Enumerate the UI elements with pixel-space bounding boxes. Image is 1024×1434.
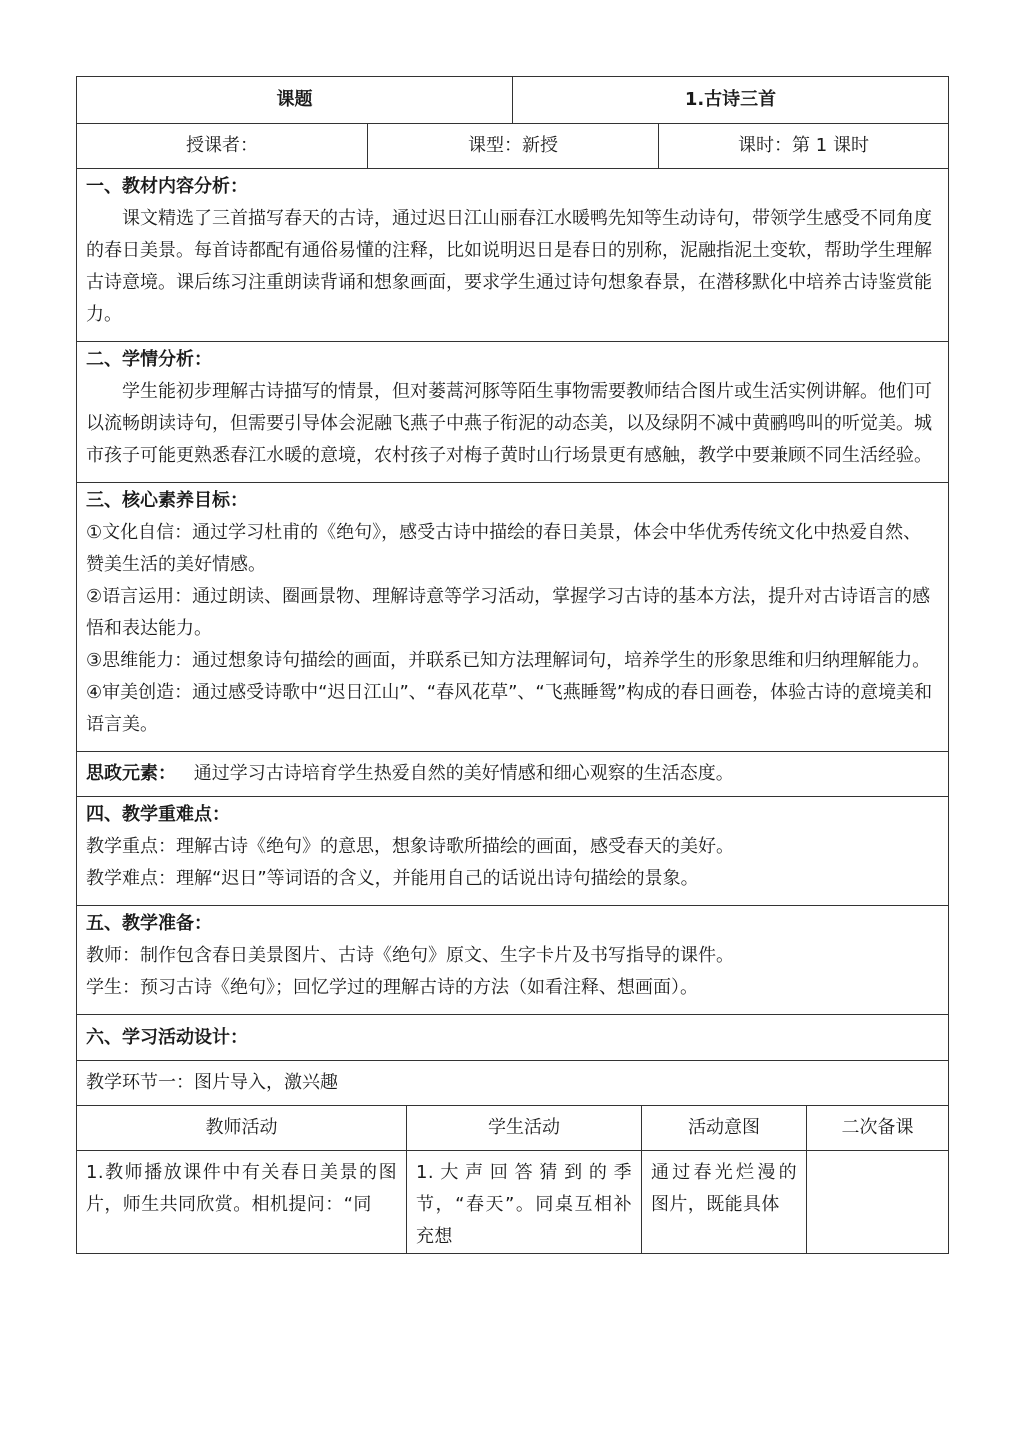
section-title: 二、学情分析： (86, 349, 212, 370)
subject-label: 课题 (77, 77, 513, 124)
section-material-analysis (77, 169, 949, 342)
header-activity-intent: 活动意图 (642, 1105, 807, 1150)
section-title: 四、教学重难点： (86, 804, 230, 825)
subject-value: 1.古诗三首 (513, 77, 949, 124)
sizheng-text: 通过学习古诗培育学生热爱自然的美好情感和细心观察的生活态度。 (193, 763, 734, 784)
section-text: 学生能初步理解古诗描写的情景，但对蒌蒿河豚等陌生事物需要教师结合图片或生活实例讲解。他们可以流畅朗读诗句，但需要引导体会泥融飞燕子中燕子衔泥的动态美，以及绿阴不减中黄鹂鸣叫的听觉美。城市孩子可能更熟悉春江水暖的意境，农村孩子对梅子黄时山行场景更有感触，教学中要兼顾不同生活经验。 (86, 381, 932, 466)
section-preparation (77, 906, 949, 1015)
section-key-points (77, 797, 949, 906)
lesson-type-cell: 课型：新授 (368, 124, 659, 169)
section-activity-design-title: 六、学习活动设计： (77, 1015, 949, 1061)
header-student-activity: 学生活动 (407, 1105, 642, 1150)
student-prep-text: 学生：预习古诗《绝句》；回忆学过的理解古诗的方法（如看注释、想画面）。 (86, 977, 698, 998)
table-cell-student: 1.大声回答猜到的季节，“春天”。同桌互相补充想 (407, 1150, 642, 1253)
period-cell: 课时：第 1 课时 (659, 124, 949, 169)
goal-item: ①文化自信：通过学习杜甫的《绝句》，感受古诗中描绘的春日美景，体会中华优秀传统文化中热爱自然、赞美生活的美好情感。 (86, 522, 922, 575)
section-core-goals (77, 483, 949, 752)
section-title: 三、核心素养目标： (86, 490, 248, 511)
section-title: 一、教材内容分析： (86, 176, 248, 197)
table-cell-teacher: 1.教师播放课件中有关春日美景的图片，师生共同欣赏。相机提问：“同 (77, 1150, 407, 1253)
lesson-plan-document (76, 76, 948, 1254)
section-title: 五、教学准备： (86, 913, 212, 934)
goal-item: ③思维能力：通过想象诗句描绘的画面，并联系已知方法理解词句，培养学生的形象思维和归纳理解能力。 (86, 650, 931, 671)
teacher-cell: 授课者： (77, 124, 368, 169)
header-teacher-activity: 教师活动 (77, 1105, 407, 1150)
table-cell-second-prep (807, 1150, 949, 1253)
difficulty-text: 教学难点：理解“迟日”等词语的含义，并能用自己的话说出诗句描绘的景象。 (86, 868, 699, 889)
teaching-stage-title: 教学环节一：图片导入，激兴趣 (77, 1061, 949, 1106)
activity-table (76, 1105, 949, 1254)
sizheng-label: 思政元素： (86, 763, 176, 784)
goal-item: ④审美创造：通过感受诗歌中“迟日江山”、“春风花草”、“飞燕睡鸳”构成的春日画卷，体验古诗的意境美和语言美。 (86, 682, 933, 735)
focus-text: 教学重点：理解古诗《绝句》的意思，想象诗歌所描绘的画面，感受春天的美好。 (86, 836, 734, 857)
section-text: 课文精选了三首描写春天的古诗，通过迟日江山丽春江水暖鸭先知等生动诗句，带领学生感受不同角度的春日美景。每首诗都配有通俗易懂的注释，比如说明迟日是春日的别称，泥融指泥土变软，帮助学生理解古诗意境。课后练习注重朗读背诵和想象画面，要求学生通过诗句想象春景，在潜移默化中培养古诗鉴赏能力。 (86, 208, 932, 325)
teacher-prep-text: 教师：制作包含春日美景图片、古诗《绝句》原文、生字卡片及书写指导的课件。 (86, 945, 734, 966)
section-sizheng (77, 752, 949, 797)
goal-item: ②语言运用：通过朗读、圈画景物、理解诗意等学习活动，掌握学习古诗的基本方法，提升对古诗语言的感悟和表达能力。 (86, 586, 931, 639)
table-cell-intent: 通过春光烂漫的图片，既能具体 (642, 1150, 807, 1253)
section-student-analysis (77, 342, 949, 483)
header-second-prep: 二次备课 (807, 1105, 949, 1150)
lesson-plan-table (76, 76, 949, 1106)
